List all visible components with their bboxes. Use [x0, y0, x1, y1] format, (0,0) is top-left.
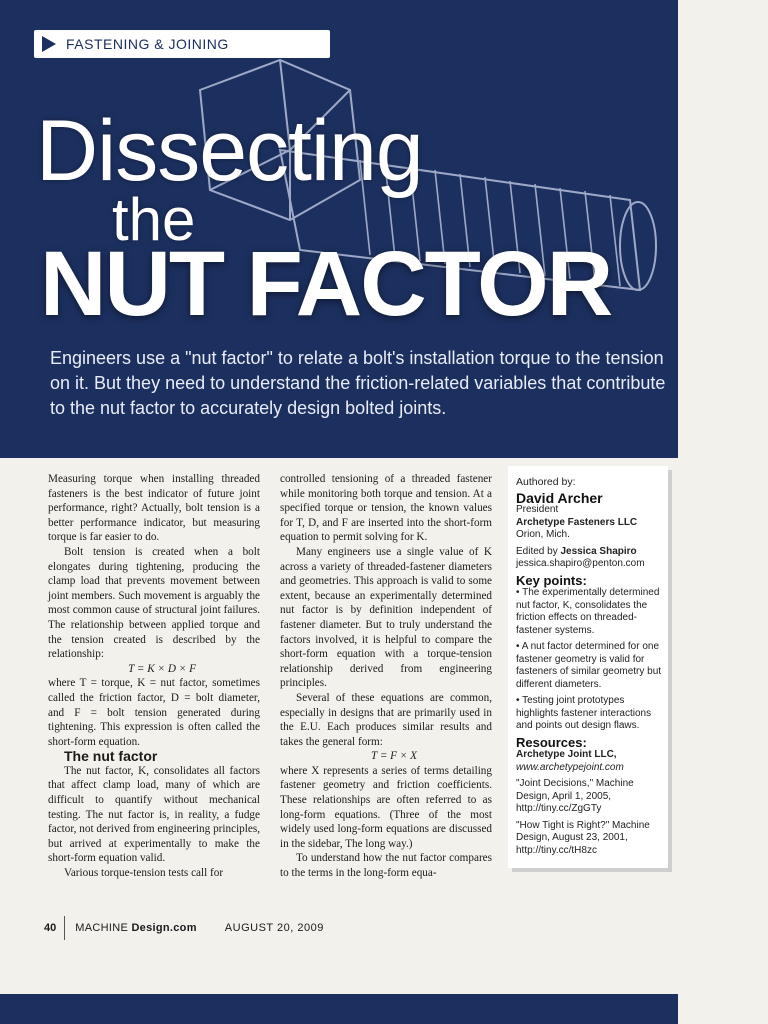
paragraph: where X represents a series of terms detailing fastener geometry and friction coefficients. These relationships are often referred to as long-form equations. (Three of the most widely used long-form equations are discussed in the sidebar, The long way.) [280, 764, 492, 850]
resource-reference[interactable]: "How Tight is Right?" Machine Design, August 23, 2001, http://tiny.cc/tH8zc [516, 819, 650, 856]
paragraph: Several of these equations are common, especially in designs that are primarily used in the E.U. Each produces similar results and takes the general form: [280, 691, 492, 748]
author-role: President [516, 504, 559, 515]
title-line-3: NUT FACTOR [40, 233, 612, 335]
page-number: 40 [44, 922, 57, 934]
resources-heading: Resources: [516, 734, 587, 750]
key-point: • Testing joint prototypes highlights fastener interactions and points out design flaws. [516, 695, 652, 731]
article-column-2 [280, 472, 492, 881]
section-label [34, 30, 330, 58]
edited-by-label: Edited by [516, 545, 561, 557]
publication-name [75, 922, 197, 934]
subhead-nut-factor: The nut factor [64, 748, 158, 765]
triangle-arrow-icon [42, 36, 56, 52]
paragraph: To understand how the nut factor compares to the terms in the long-form equa- [280, 852, 492, 880]
editor-email[interactable]: jessica.shapiro@penton.com [516, 558, 645, 569]
title-line-2: the [112, 186, 196, 253]
article-column-1 [48, 472, 260, 881]
paragraph: where T = torque, K = nut factor, sometimes called the friction factor, D = bolt diameter, and F = bolt tension generated during tightening. This expression is often called the short-form equation. [48, 677, 260, 748]
publication-brand: Design.com [131, 922, 197, 934]
publication-prefix: MACHINE [75, 922, 132, 934]
editor-name: Jessica Shapiro [560, 545, 637, 557]
key-point: • A nut factor determined for one fastener geometry is valid for fasteners of similar geometry but different diameters. [516, 641, 662, 690]
issue-date: AUGUST 20, 2009 [224, 922, 324, 934]
paragraph: Many engineers use a single value of K across a variety of threaded-fastener diameters and geometries. This approach is valid to some extent, because an experimentally determined nut factor is by definition independent of fastener diameter. But to truly understand the factors involved, it is helpful to compare the short-form equation with a torque-tension relationship derived from engineering principles. [280, 545, 492, 690]
paragraph: Measuring torque when installing threaded fasteners is the best indicator of future joint performance, right? Actually, bolt tension is a better performance indicator, but measuring torque is far easier to do. [48, 473, 260, 544]
authored-by-label: Authored by: [516, 476, 576, 488]
paragraph: The nut factor, K, consolidates all factors that affect clamp load, many of which are difficult to quantify without mechanical testing. The nut factor is, in reality, a fudge factor, not derived from engineering principles, but arrived at experimentally to make the short-form equation valid. [48, 764, 260, 865]
author-sidebar [508, 466, 668, 868]
title-line-1: Dissecting [36, 103, 423, 199]
author-name: David Archer [516, 489, 603, 506]
paragraph: Bolt tension is created when a bolt elongates during tightening, producing the clamp load that prevents movement between joint members. Such movement is arguably the most common cause of structural joint failures. The relationship between applied torque and the tension created is described by the relationship: [48, 545, 260, 661]
resource-reference[interactable]: "Joint Decisions," Machine Design, April 1, 2005, http://tiny.cc/ZgGTy [516, 778, 634, 814]
page-footer [44, 916, 324, 940]
resource-link[interactable]: www.archetypejoint.com [516, 761, 624, 773]
section-label-text: FASTENING & JOINING [66, 36, 229, 52]
key-points-heading: Key points: [516, 572, 587, 588]
author-location: Orion, Mich. [516, 529, 570, 540]
footer-divider [64, 916, 65, 940]
paragraph: Various torque-tension tests call for [64, 867, 224, 880]
equation-long-form: T = F × X [371, 750, 417, 763]
paragraph: controlled tensioning of a threaded fastener while monitoring both torque and tension. At a specified torque or tension, the known values for T, D, and F are inserted into the short-form equation to permit solving for K. [280, 473, 492, 544]
equation-short-form: T = K × D × F [128, 662, 196, 675]
key-point: • The experimentally determined nut factor, K, consolidates the friction effects on threaded-fastener systems. [516, 587, 660, 636]
resource-name: Archetype Joint LLC, [516, 749, 617, 760]
editor-line [516, 546, 668, 559]
author-company: Archetype Fasteners LLC [516, 516, 638, 528]
article-deck: Engineers use a "nut factor" to relate a bolt's installation torque to the tension on it. But they need to understand the friction-related variables that contribute to the nut factor to accurately design bolted joints. [50, 348, 666, 418]
bottom-color-band [0, 994, 678, 1024]
hero-banner [0, 0, 678, 458]
